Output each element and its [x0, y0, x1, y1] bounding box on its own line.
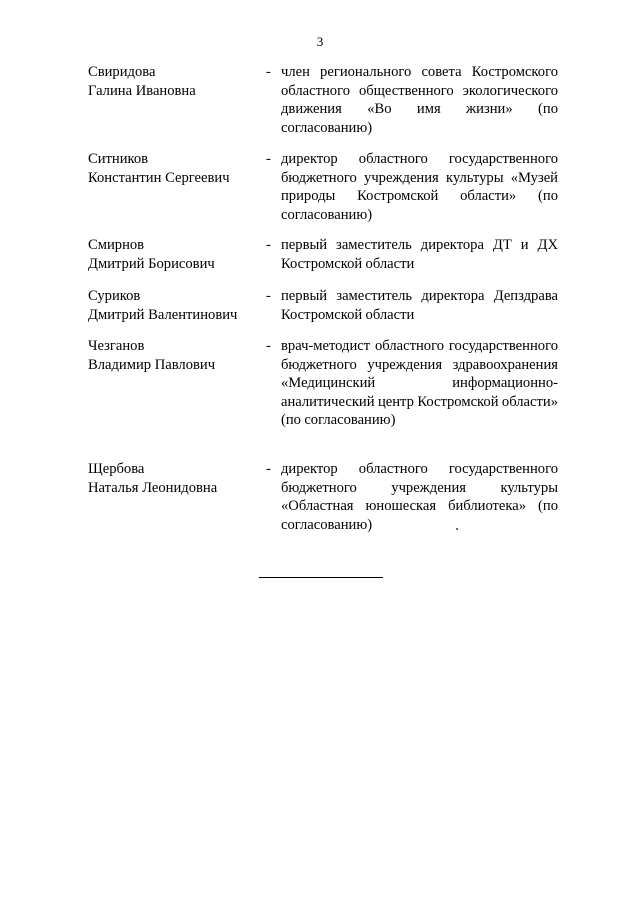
- member-name: [88, 287, 258, 324]
- separator-dash: -: [266, 338, 271, 354]
- scan-speck: [456, 528, 458, 530]
- member-surname: Смирнов: [88, 237, 145, 253]
- member-name: [88, 337, 258, 374]
- member-given-names: Наталья Леонидовна: [88, 479, 218, 496]
- member-name: [88, 63, 258, 100]
- member-role: первый заместитель директора ДТ и ДХ Костромской области: [281, 237, 558, 272]
- member-given-names: Дмитрий Валентинович: [88, 306, 238, 323]
- member-surname: Ситников: [88, 151, 149, 167]
- separator-dash: -: [266, 237, 271, 253]
- member-role: член регионального совета Костромского областного общественного экологического движения «Во имя жизни» (по согласованию): [281, 64, 558, 136]
- member-role: директор областного государственного бюджетного учреждения культуры «Музей природы Костромской области» (по согласованию): [281, 151, 558, 223]
- member-given-names: Владимир Павлович: [88, 356, 216, 373]
- member-given-names: Галина Ивановна: [88, 82, 196, 99]
- separator-dash: -: [266, 288, 271, 304]
- separator-dash: -: [266, 461, 271, 477]
- separator-dash: -: [266, 64, 271, 80]
- page-number: 3: [316, 34, 324, 49]
- member-name: [88, 236, 258, 273]
- member-surname: Щербова: [88, 461, 145, 477]
- member-role: первый заместитель директора Депздрава Костромской области: [281, 288, 558, 323]
- member-name: [88, 150, 258, 187]
- member-given-names: Константин Сергеевич: [88, 169, 230, 186]
- member-surname: Чезганов: [88, 338, 145, 354]
- member-surname: Суриков: [88, 288, 141, 304]
- member-name: [88, 460, 258, 497]
- end-of-list-rule: [259, 577, 383, 578]
- separator-dash: -: [266, 151, 271, 167]
- member-role: директор областного государственного бюджетного учреждения культуры «Областная юношеская библиотека» (по согласованию): [281, 461, 558, 533]
- member-role: врач-методист областного государственного бюджетного учреждения здравоохранения «Медицинский информационно-аналитический центр Костромской области» (по согласованию): [281, 338, 558, 428]
- member-given-names: Дмитрий Борисович: [88, 255, 215, 272]
- member-surname: Свиридова: [88, 64, 156, 80]
